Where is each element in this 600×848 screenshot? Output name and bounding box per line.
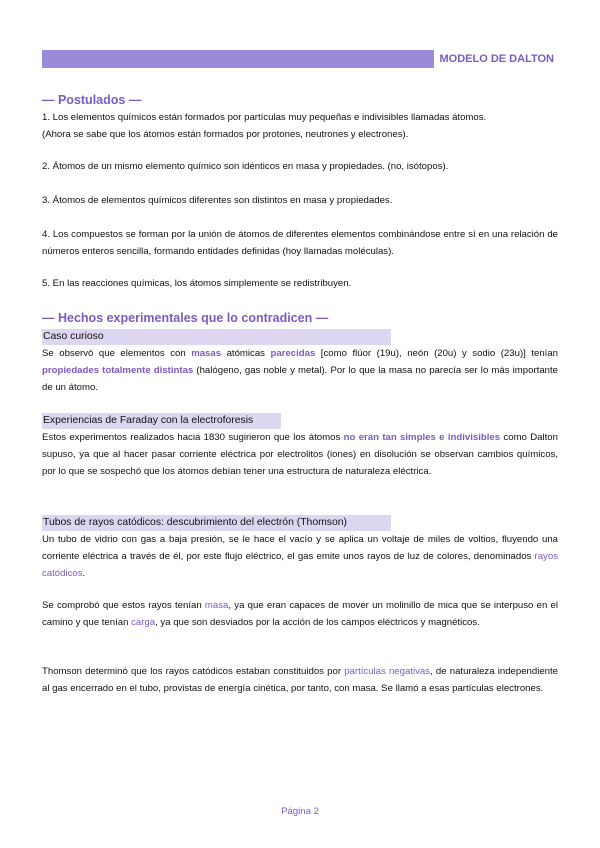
postulado-1 <box>42 109 558 143</box>
faraday-text-1: Estos experimentos realizados hacia 1830 sugirieron que los átomos <box>42 432 344 443</box>
tubos-paragraph-1 <box>42 531 558 582</box>
tubos-highlight-masa: masa <box>204 600 229 611</box>
tubos-highlight-particulas: partículas negativas <box>344 666 431 677</box>
caso-text-3: [como flúor (19u), neón (20u) y sodio (23u)] tenían <box>315 348 558 359</box>
tubos-p3-text-2: , de naturaleza independiente al gas encerrado en el tubo, provistas de energía cinética, por tanto, con masa. Se llamó a esas partículas electrones. <box>42 666 559 694</box>
postulado-4: 4. Los compuestos se forman por la unión de átomos de diferentes elementos combinándose entre sí en una relación de números enteros sencilla, formando entidades definidas (hoy llamadas moléculas). <box>42 229 558 257</box>
caso-highlight-propiedades: propiedades totalmente distintas <box>42 365 194 376</box>
caso-curioso-heading: Caso curioso <box>42 329 391 345</box>
caso-highlight-masas: masas <box>191 348 222 359</box>
tubos-p2-text-2: , ya que eran capaces de mover un molinillo de mica que se interpuso en el camino y que tenían <box>42 600 559 628</box>
hechos-heading: — Hechos experimentales que lo contradicen — <box>42 311 329 325</box>
tubos-highlight-carga: carga <box>131 617 156 628</box>
tubos-heading: Tubos de rayos catódicos: descubrimiento del electrón (Thomson) <box>42 515 391 531</box>
caso-text-4: (halógeno, gas noble y metal). Por lo que la masa no parecía ser lo más importante de un átomo. <box>42 365 558 393</box>
postulado-5: 5. En las reacciones químicas, los átomos simplemente se redistribuyen. <box>42 278 352 289</box>
tubos-highlight-rayos: rayos catódicos <box>42 551 558 579</box>
caso-text-2: atómicas <box>221 348 271 359</box>
postulado-1-line-2: (Ahora se sabe que los átomos están formados por protones, neutrones y electrones). <box>42 129 409 140</box>
tubos-p2-text-3: , ya que son desviados por la acción de los campos eléctricos y magnéticos. <box>155 617 480 628</box>
tubos-p1-text-1: Un tubo de vidrio con gas a baja presión, se le hace el vacío y se aplica un voltaje de miles de voltios, fluyendo una corriente eléctrica a través de él, por este flujo eléctrico, el gas emite unos rayos de luz de colores, denominados <box>42 534 558 562</box>
faraday-text-2: como Dalton supuso, ya que al hacer pasar corriente eléctrica por electrolitos (iones) en disolución se observan cambios químicos, por lo que se sospechó que los átomos debían tener una estructura de naturaleza eléctrica. <box>42 432 558 477</box>
tubos-paragraph-2 <box>42 597 558 631</box>
tubos-p1-text-2: . <box>82 568 86 579</box>
postulado-3: 3. Átomos de elementos químicos diferentes son distintos en masa y propiedades. <box>42 195 393 206</box>
tubos-p3-text-1: Thomson determinó que los rayos catódicos estaban constituidos por <box>42 666 345 677</box>
faraday-text <box>42 429 558 480</box>
page-number: Página 2 <box>281 806 319 817</box>
caso-curioso-text <box>42 345 558 396</box>
postulados-heading: — Postulados — <box>42 93 142 107</box>
caso-text-1: Se observó que elementos con <box>42 348 192 359</box>
postulado-1-line-1: 1. Los elementos químicos están formados por partículas muy pequeñas e indivisibles llamadas átomos. <box>42 112 487 123</box>
postulado-2: 2. Átomos de un mismo elemento químico son idénticos en masa y propiedades. (no, isótopos). <box>42 161 449 172</box>
faraday-highlight: no eran tan simples e indivisibles <box>343 432 501 443</box>
header-bar <box>42 50 558 68</box>
page-title: MODELO DE DALTON <box>434 50 558 68</box>
faraday-heading: Experiencias de Faraday con la electroforesis <box>42 413 281 429</box>
tubos-paragraph-3 <box>42 663 558 697</box>
tubos-p2-text-1: Se comprobó que estos rayos tenían <box>42 600 205 611</box>
caso-highlight-parecidas: parecidas <box>270 348 316 359</box>
